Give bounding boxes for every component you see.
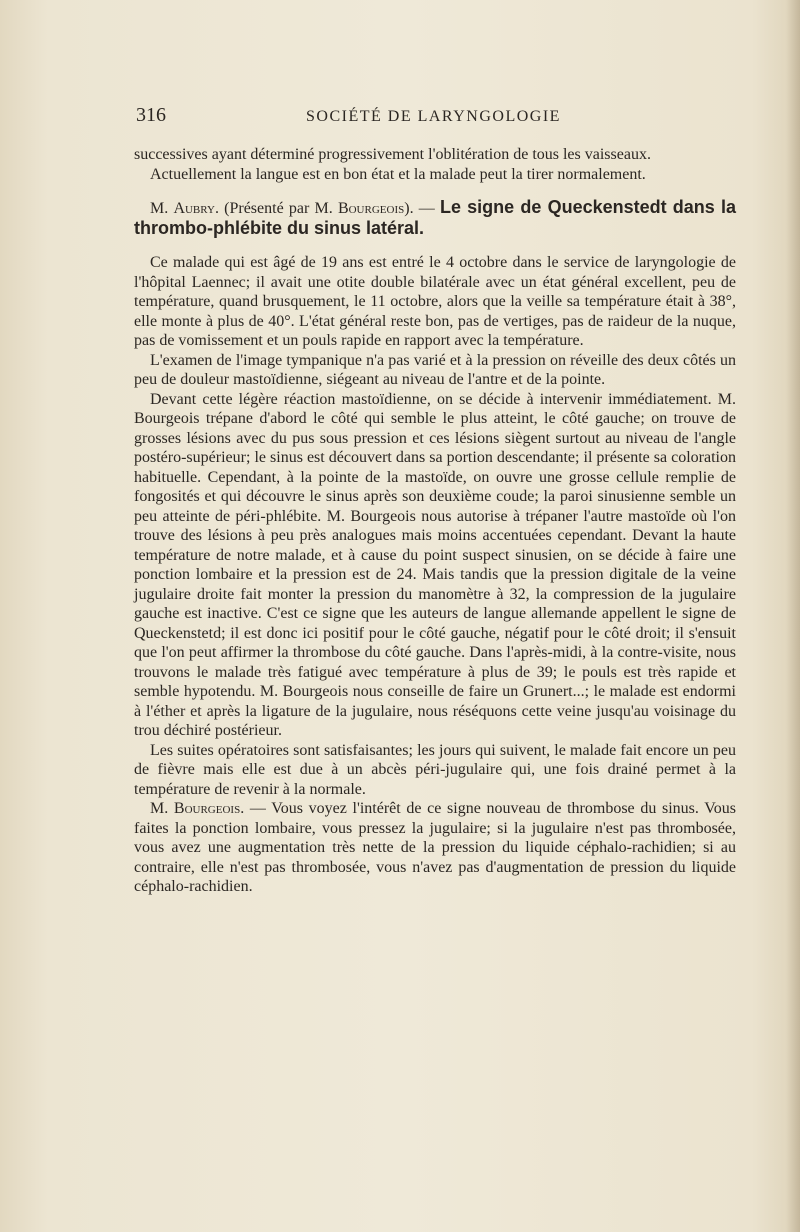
- heading-presenter: Bourgeois: [337, 200, 405, 217]
- discussion-speaker: Bourgeois: [173, 800, 241, 817]
- heading-presented-pre: . (Présenté par M.: [214, 200, 333, 217]
- paragraph-case-history: Ce malade qui est âgé de 19 ans est entré le 4 octobre dans le service de laryngologie de l'hôpital Laennec; il avait une otite double bilatérale avec un état général excellent, peu de température, quand brusquement, le 11 octobre, alors que la veille sa température était à 38°, elle monte à plus de 40°. L'état général reste bon, pas de vertiges, pas de raideur de la nuque, pas de vomissement et un pouls rapide en rapport avec la température.: [134, 254, 736, 349]
- paragraph-outcome: Les suites opératoires sont satisfaisantes; les jours qui suivent, le malade fait encore un peu de fièvre mais elle est due à un abcès péri-jugulaire qui, une fois drainé permet à la température de revenir à la normale.: [134, 741, 736, 798]
- running-head: SOCIÉTÉ DE LARYNGOLOGIE: [306, 108, 561, 125]
- page-header: [136, 104, 736, 134]
- page-number: 316: [136, 104, 166, 126]
- body-text: [134, 145, 736, 897]
- paragraph-examination: L'examen de l'image tympanique n'a pas varié et à la pression on réveille des deux côtés un peu de douleur mastoïdienne, siégeant au niveau de l'antre et de la pointe.: [134, 351, 736, 388]
- discussion-text: . — Vous voyez l'intérêt de ce signe nouveau de thrombose du sinus. Vous faites la ponction lombaire, vous pressez la jugulaire; si la jugulaire n'est pas thrombosée, vous avez une augmentation très nette de la pression du liquide céphalo-rachidien; si au contraire, elle n'est pas thrombosée, vous n'avez pas d'augmentation de pression du liquide céphalo-rachidien.: [134, 800, 736, 895]
- paragraph-operation: Devant cette légère réaction mastoïdienne, on se décide à intervenir immédiatement. M. Bourgeois trépane d'abord le côté qui semble le plus atteint, le côté gauche; on trouve de grosses lésions avec du pus sous pression et ces lésions siègent surtout au niveau de l'angle postéro-supérieur; le sinus est découvert dans sa portion descendante; il présente sa coloration habituelle. Cependant, à la pointe de la mastoïde, on ouvre une grosse cellule remplie de fongosités et qui découvre le sinus après son deuxième coude; la paroi sinusienne semble un peu atteinte de péri-phlébite. M. Bourgeois nous autorise à trépaner l'autre mastoïde où l'on trouve des lésions à peu près analogues mais moins accentuées cependant. Devant la haute température de notre malade, et à cause du point suspect sinusien, on se décide à faire une ponction lombaire et la pression est de 24. Mais tandis que la pression digitale de la veine jugulaire droite fait monter la pression du manomètre à 32, la compression de la jugulaire gauche est inactive. C'est ce signe que les auteurs de langue allemande appellent le signe de Queckenstetd; il est donc ici positif pour le côté gauche, négatif pour le côté droit; il s'ensuit que l'on peut affirmer la thrombose du côté gauche. Dans l'après-midi, à la contre-visite, nous trouvons le malade très fatigué avec température à plus de 39; le pouls est très rapide et semble hypotendu. M. Bourgeois nous conseille de faire un Grunert...; le malade est endormi à l'éther et après la ligature de la jugulaire, nous réséquons cette veine jusqu'au voisinage du trou déchiré postérieur.: [134, 390, 736, 739]
- section-heading: [134, 198, 736, 239]
- page-edge-shadow: [786, 0, 800, 1232]
- discussion-mister: M.: [150, 800, 169, 817]
- paragraph-current-state: Actuellement la langue est en bon état et la malade peut la tirer normalement.: [150, 165, 646, 183]
- heading-presented-post: ). —: [404, 200, 440, 217]
- paragraph-discussion: [134, 799, 736, 897]
- heading-title: Le signe de Queckenstedt dans la thrombo-phlébite du sinus latéral.: [134, 197, 737, 238]
- paragraph-continuation: successives ayant déterminé progressivement l'oblitération de tous les vaisseaux.: [134, 146, 651, 163]
- heading-mister: M.: [150, 200, 169, 217]
- heading-author: Aubry: [173, 200, 215, 217]
